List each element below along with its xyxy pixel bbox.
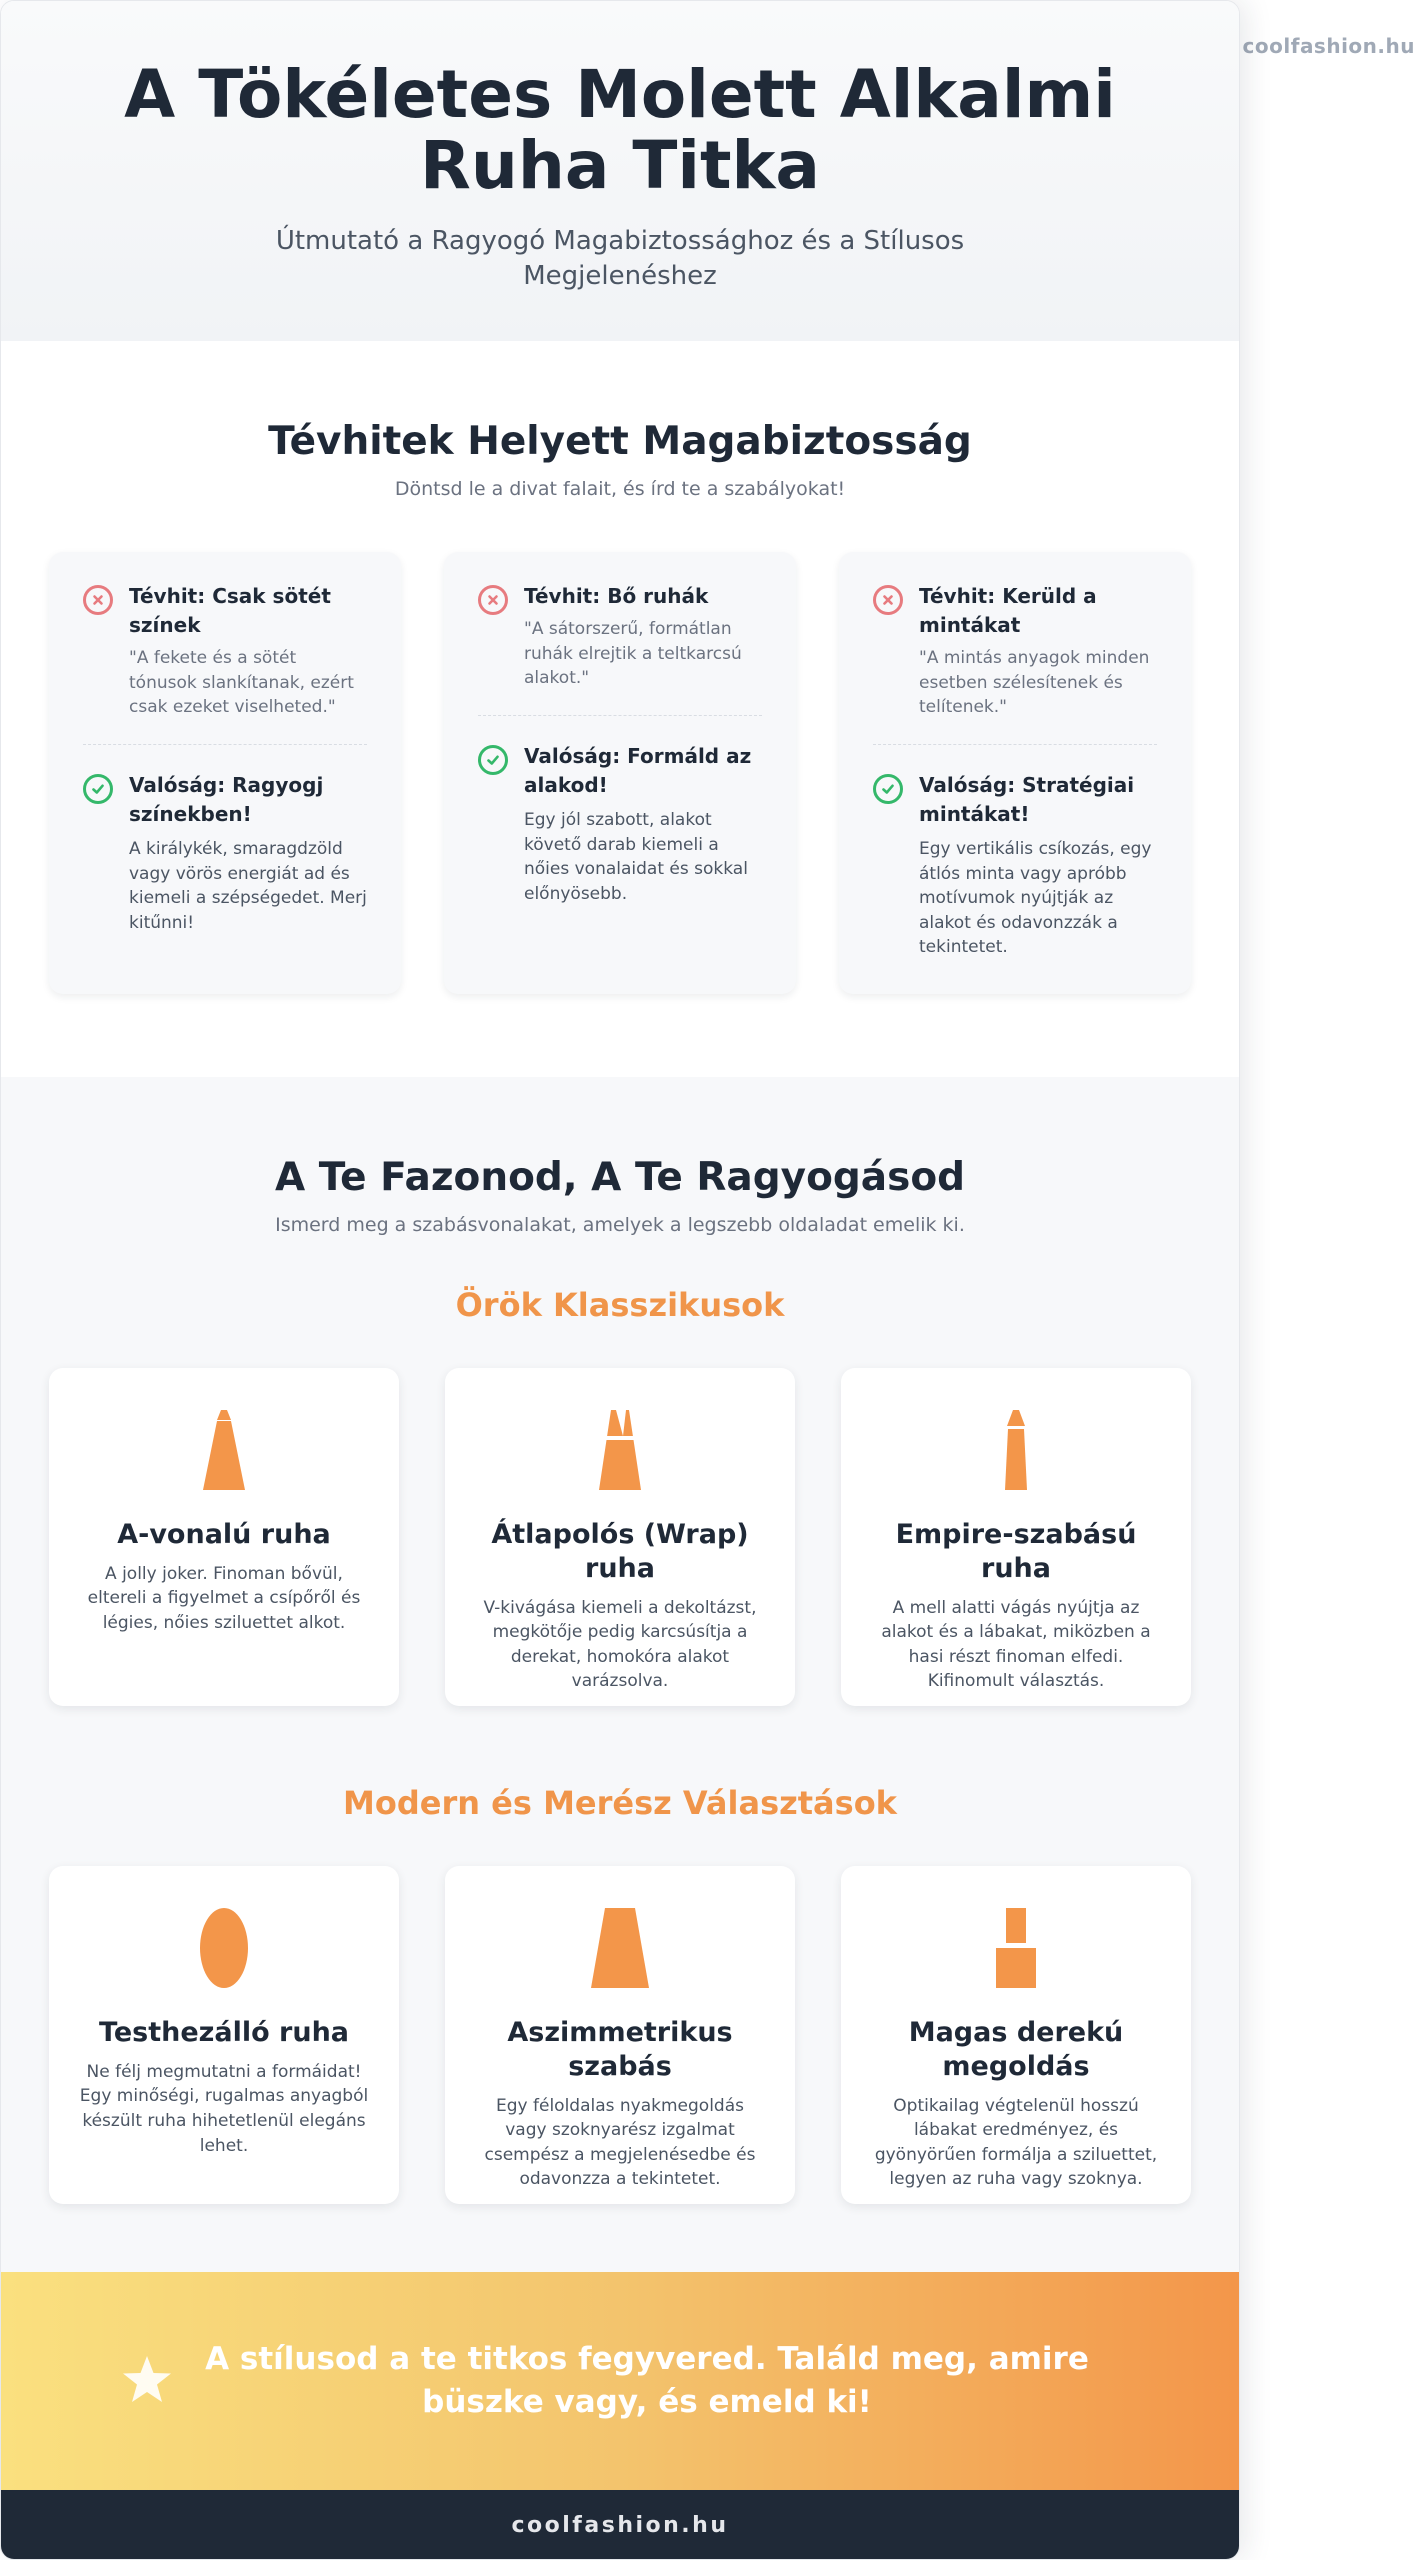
dress-card-text: A jolly joker. Finoman bővül, eltereli a figyelmet a csípőről és légies, nőies sziluettet alkot. bbox=[87, 1563, 361, 1634]
reality-item bbox=[83, 771, 367, 936]
reality-text: Egy vertikális csíkozás, egy átlós minta vagy apróbb motívumok nyújtják az alakot és odavonzzák a tekintetet. bbox=[919, 838, 1152, 958]
reality-title: Valóság: Stratégiai mintákat! bbox=[919, 772, 1135, 826]
empire-dress-icon bbox=[971, 1408, 1061, 1498]
reality-title: Valóság: Ragyogj színekben! bbox=[129, 772, 324, 826]
check-circle-icon bbox=[83, 774, 113, 804]
myth-quote: "A sátorszerű, formátlan ruhák elrejtik a teltkarcsú alakot." bbox=[524, 619, 742, 689]
dress-card-title: Empire-szabású ruha bbox=[895, 1519, 1137, 1584]
myth-item bbox=[873, 582, 1157, 720]
shapes-subtitle: Ismerd meg a szabásvonalakat, amelyek a legszebb oldaladat emelik ki. bbox=[275, 1214, 965, 1236]
corner-brand[interactable]: coolfashion.hu bbox=[1242, 34, 1415, 58]
group-title-modern: Modern és Merész Választások bbox=[343, 1784, 897, 1822]
card-divider bbox=[478, 715, 762, 716]
star-icon bbox=[119, 2353, 175, 2409]
reality-item bbox=[478, 742, 762, 907]
myth-quote: "A mintás anyagok minden esetben szélesítenek és telítenek." bbox=[919, 648, 1150, 718]
wrap-dress-icon bbox=[575, 1408, 665, 1498]
asymmetric-dress-icon bbox=[575, 1906, 665, 1996]
myth-card bbox=[839, 552, 1191, 994]
dress-card-text: V-kivágása kiemeli a dekoltázst, megkötője pedig karcsúsítja a derekat, homokóra alakot varázsolva. bbox=[483, 1597, 757, 1692]
shapes-title: A Te Fazonod, A Te Ragyogásod bbox=[274, 1155, 966, 1200]
modern-grid bbox=[49, 1866, 1191, 2204]
group-title-classics: Örök Klasszikusok bbox=[455, 1286, 785, 1324]
reality-text: A királykék, smaragdzöld vagy vörös energiát ad és kiemeli a szépségedet. Merj kitűnni! bbox=[129, 838, 367, 933]
myth-item bbox=[478, 582, 762, 691]
myths-subtitle: Döntsd le a divat falait, és írd te a szabályokat! bbox=[394, 478, 846, 500]
hero-header bbox=[1, 1, 1239, 341]
page-title: A Tökéletes Molett Alkalmi Ruha Titka bbox=[124, 56, 1116, 205]
bodycon-dress-icon bbox=[179, 1906, 269, 1996]
myths-section bbox=[1, 341, 1239, 1077]
x-circle-icon bbox=[83, 585, 113, 615]
dress-card-high-waist bbox=[841, 1866, 1191, 2204]
dress-card-text: Ne félj megmutatni a formáidat! Egy minőségi, rugalmas anyagból készült ruha hihetetlenül elegáns lehet. bbox=[79, 2061, 369, 2156]
classics-grid bbox=[49, 1368, 1191, 1706]
dress-card-title: Testhezálló ruha bbox=[98, 2017, 350, 2048]
card-divider bbox=[873, 744, 1157, 745]
x-circle-icon bbox=[873, 585, 903, 615]
footer-brand[interactable]: coolfashion.hu bbox=[511, 2512, 729, 2538]
myth-card bbox=[444, 552, 796, 994]
dress-card-title: Magas derekú megoldás bbox=[908, 2017, 1124, 2082]
dress-card-asymmetric bbox=[445, 1866, 795, 2204]
cta-banner bbox=[1, 2272, 1239, 2490]
myth-quote: "A fekete és a sötét tónusok slankítanak, ezért csak ezeket viselheted." bbox=[129, 648, 354, 718]
dress-card-text: A mell alatti vágás nyújtja az alakot és a lábakat, miközben a hasi részt finoman elfedi. Kifinomult választás. bbox=[881, 1597, 1151, 1692]
dress-card-title: Aszimmetrikus szabás bbox=[507, 2017, 733, 2082]
dress-card-wrap bbox=[445, 1368, 795, 1706]
myths-title: Tévhitek Helyett Magabiztosság bbox=[268, 419, 972, 464]
myth-item bbox=[83, 582, 367, 720]
myth-card bbox=[49, 552, 401, 994]
dress-card-text: Egy féloldalas nyakmegoldás vagy szoknyarész izgalmat csempész a megjelenésedbe és odavonzza a tekintetet. bbox=[484, 2095, 756, 2190]
cta-message: A stílusod a te titkos fegyvered. Találd meg, amire büszke vagy, és emeld ki! bbox=[205, 2340, 1089, 2420]
dress-card-a-line bbox=[49, 1368, 399, 1706]
check-circle-icon bbox=[873, 774, 903, 804]
myth-title: Tévhit: Csak sötét színek bbox=[129, 584, 331, 637]
dress-card-bodycon bbox=[49, 1866, 399, 2204]
site-footer bbox=[1, 2490, 1239, 2560]
myth-card-grid bbox=[49, 552, 1191, 994]
x-circle-icon bbox=[478, 585, 508, 615]
a-line-dress-icon bbox=[179, 1408, 269, 1498]
myth-title: Tévhit: Bő ruhák bbox=[524, 584, 709, 608]
reality-text: Egy jól szabott, alakot követő darab kiemeli a nőies vonalaidat és sokkal előnyösebb. bbox=[524, 809, 748, 904]
dress-card-title: Átlapolós (Wrap) ruha bbox=[491, 1519, 749, 1584]
card-divider bbox=[83, 744, 367, 745]
myth-title: Tévhit: Kerüld a mintákat bbox=[919, 584, 1097, 637]
dress-card-text: Optikailag végtelenül hosszú lábakat eredményez, és gyönyörűen formálja a sziluettet, legyen az ruha vagy szoknya. bbox=[874, 2095, 1158, 2190]
dress-card-empire bbox=[841, 1368, 1191, 1706]
page-subtitle: Útmutató a Ragyogó Magabiztossághoz és a Stílusos Megjelenéshez bbox=[275, 225, 965, 292]
reality-title: Valóság: Formáld az alakod! bbox=[524, 743, 752, 797]
reality-item bbox=[873, 771, 1157, 960]
dress-card-title: A-vonalú ruha bbox=[117, 1519, 331, 1550]
high-waist-icon bbox=[971, 1906, 1061, 1996]
dress-shapes-section bbox=[1, 1077, 1239, 2272]
check-circle-icon bbox=[478, 745, 508, 775]
